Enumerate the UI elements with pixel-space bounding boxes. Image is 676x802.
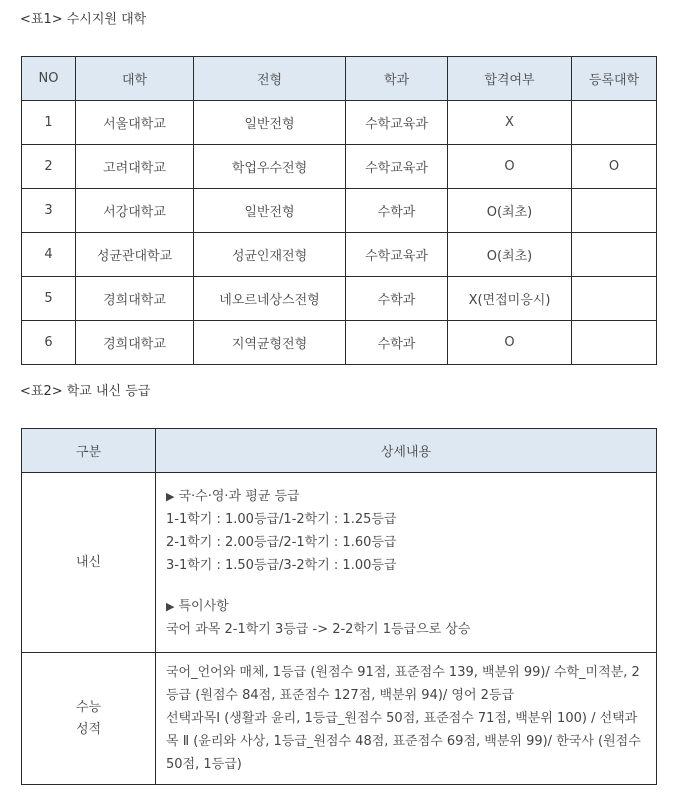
cell-no: 3 <box>22 189 76 233</box>
cell-university: 서강대학교 <box>76 189 194 233</box>
cell-department: 수학교육과 <box>346 233 448 277</box>
cell-university: 성균관대학교 <box>76 233 194 277</box>
cell-department: 수학교육과 <box>346 101 448 145</box>
table2-caption: <표2> 학교 내신 등급 <box>20 384 151 399</box>
special-note-text: 국어 과목 2-1학기 3등급 -> 2-2학기 1등급으로 상승 <box>166 621 471 637</box>
cell-university: 경희대학교 <box>76 277 194 321</box>
suneung-row <box>22 653 657 785</box>
suneung-details <box>156 653 657 785</box>
naesin-label: 내신 <box>22 473 156 653</box>
table-header-row <box>22 57 657 101</box>
table-row <box>22 233 657 277</box>
col-header-admission-type: 전형 <box>194 57 346 101</box>
special-notes-heading: 특이사항 <box>178 598 229 614</box>
table-row <box>22 189 657 233</box>
cell-no: 6 <box>22 321 76 365</box>
table-header-row <box>22 429 657 473</box>
grade-line: 1-1학기 : 1.00등급/1-2학기 : 1.25등급 <box>166 511 397 527</box>
suneung-main-subjects: 국어_언어와 매체, 1등급 (원점수 91점, 표준점수 139, 백분위 99)/ 수학_미적분, 2등급 (원점수 84점, 표준점수 127점, 백분위 94)/ 영어 2등급 <box>166 665 640 703</box>
col-header-department: 학과 <box>346 57 448 101</box>
table-row <box>22 277 657 321</box>
cell-department: 수학과 <box>346 189 448 233</box>
cell-result: O <box>448 145 572 189</box>
cell-department: 수학과 <box>346 321 448 365</box>
cell-university: 고려대학교 <box>76 145 194 189</box>
cell-no: 4 <box>22 233 76 277</box>
suneung-elective-subjects: 선택과목Ⅰ (생활과 윤리, 1등급_원점수 50점, 표준점수 71점, 백분위 100) / 선택과목 Ⅱ (윤리와 사상, 1등급_원점수 48점, 표준점수 69점, 백분위 99)/ 한국사 (원점수 50점, 1등급) <box>166 711 641 772</box>
table-row <box>22 321 657 365</box>
cell-result: X(면접미응시) <box>448 277 572 321</box>
col-header-university: 대학 <box>76 57 194 101</box>
cell-admission-type: 성균인재전형 <box>194 233 346 277</box>
cell-result: O(최초) <box>448 233 572 277</box>
grade-line: 3-1학기 : 1.50등급/3-2학기 : 1.00등급 <box>166 557 397 573</box>
cell-admission-type: 일반전형 <box>194 101 346 145</box>
cell-admission-type: 학업우수전형 <box>194 145 346 189</box>
cell-enrolled <box>572 233 657 277</box>
cell-university: 경희대학교 <box>76 321 194 365</box>
col-header-no: NO <box>22 57 76 101</box>
school-grades-table <box>21 428 657 785</box>
cell-no: 2 <box>22 145 76 189</box>
table-row <box>22 101 657 145</box>
average-grade-heading: 국·수·영·과 평균 등급 <box>178 488 300 504</box>
cell-department: 수학과 <box>346 277 448 321</box>
cell-admission-type: 네오르네상스전형 <box>194 277 346 321</box>
naesin-heading-average <box>166 485 644 508</box>
university-applications-table <box>21 56 657 365</box>
col-header-details: 상세내용 <box>156 429 657 473</box>
cell-enrolled <box>572 277 657 321</box>
cell-enrolled <box>572 321 657 365</box>
cell-result: O <box>448 321 572 365</box>
col-header-category: 구분 <box>22 429 156 473</box>
cell-result: X <box>448 101 572 145</box>
cell-admission-type: 일반전형 <box>194 189 346 233</box>
cell-admission-type: 지역균형전형 <box>194 321 346 365</box>
table-row <box>22 145 657 189</box>
cell-no: 5 <box>22 277 76 321</box>
cell-enrolled <box>572 189 657 233</box>
triangle-bullet-icon: ▶ <box>166 599 175 613</box>
naesin-row <box>22 473 657 653</box>
cell-enrolled <box>572 101 657 145</box>
cell-result: O(최초) <box>448 189 572 233</box>
cell-university: 서울대학교 <box>76 101 194 145</box>
suneung-label-line2: 성적 <box>75 721 102 737</box>
triangle-bullet-icon: ▶ <box>166 489 175 503</box>
grade-line: 2-1학기 : 2.00등급/2-1학기 : 1.60등급 <box>166 534 397 550</box>
cell-enrolled: O <box>572 145 657 189</box>
col-header-enrolled: 등록대학 <box>572 57 657 101</box>
cell-no: 1 <box>22 101 76 145</box>
col-header-result: 합격여부 <box>448 57 572 101</box>
cell-department: 수학교육과 <box>346 145 448 189</box>
naesin-heading-notes <box>166 595 644 618</box>
naesin-details <box>156 473 657 653</box>
suneung-label-line1: 수능 <box>75 699 102 715</box>
table1-caption: <표1> 수시지원 대학 <box>20 12 147 27</box>
suneung-label <box>22 653 156 785</box>
